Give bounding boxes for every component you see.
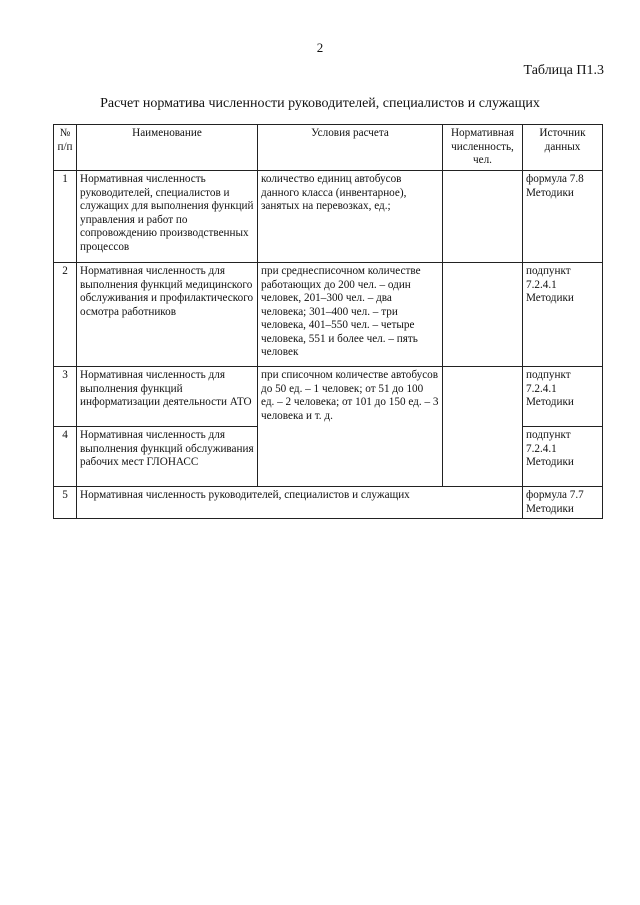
header-num: № п/п — [54, 125, 77, 171]
row-num: 5 — [54, 487, 77, 519]
table-row — [54, 263, 603, 367]
row-name: Нормативная численность руководителей, специалистов и служащих для выполнения функций управления и работ по сопровождению производственных процессов — [77, 171, 258, 263]
row-norm — [443, 367, 523, 487]
table-header-row — [54, 125, 603, 171]
header-norm: Нормативная численность, чел. — [443, 125, 523, 171]
row-norm — [443, 263, 523, 367]
row-conditions: при среднесписочном количестве работающих до 200 чел. – один человек, 201–300 чел. – два человека; 301–400 чел. – три человека, 401–550 чел. – четыре человека, 551 и более чел. – пять человек — [258, 263, 443, 367]
table-row — [54, 367, 603, 427]
row-source: формула 7.7 Методики — [523, 487, 603, 519]
row-name: Нормативная численность для выполнения функций медицинского обслуживания и профилактического осмотра работников — [77, 263, 258, 367]
row-source: формула 7.8 Методики — [523, 171, 603, 263]
table-row — [54, 487, 603, 519]
row-conditions: при списочном количестве автобусов до 50 ед. – 1 человек; от 51 до 100 ед. – 2 человека; от 101 до 150 ед. – 3 человека и т. д. — [258, 367, 443, 487]
row-num: 4 — [54, 427, 77, 487]
document-title: Расчет норматива численности руководителей, специалистов и служащих — [100, 96, 540, 111]
norm-table — [53, 124, 603, 519]
row-name: Нормативная численность руководителей, специалистов и служащих — [77, 487, 523, 519]
row-source: подпункт 7.2.4.1 Методики — [523, 427, 603, 487]
row-name: Нормативная численность для выполнения функций обслуживания рабочих мест ГЛОНАСС — [77, 427, 258, 487]
row-source: подпункт 7.2.4.1 Методики — [523, 263, 603, 367]
header-name: Наименование — [77, 125, 258, 171]
page-number: 2 — [316, 40, 324, 55]
row-norm — [443, 171, 523, 263]
header-source: Источник данных — [523, 125, 603, 171]
row-source: подпункт 7.2.4.1 Методики — [523, 367, 603, 427]
table-label: Таблица П1.3 — [523, 63, 604, 78]
row-name: Нормативная численность для выполнения функций информатизации деятельности АТО — [77, 367, 258, 427]
table-row — [54, 171, 603, 263]
row-num: 2 — [54, 263, 77, 367]
header-conditions: Условия расчета — [258, 125, 443, 171]
row-conditions: количество единиц автобусов данного класса (инвентарное), занятых на перевозках, ед.; — [258, 171, 443, 263]
row-num: 3 — [54, 367, 77, 427]
row-num: 1 — [54, 171, 77, 263]
